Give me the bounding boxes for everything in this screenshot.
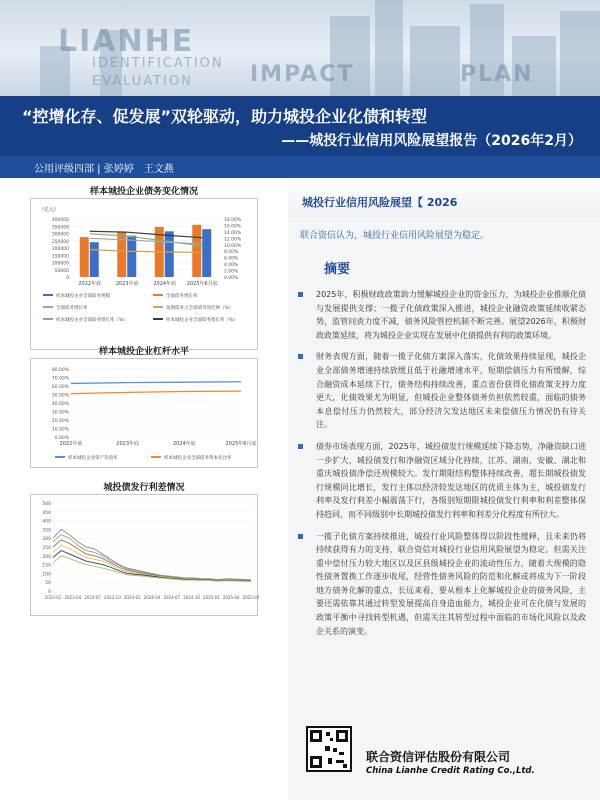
y2-tick-label: 16.00% <box>224 224 242 230</box>
bar <box>127 236 136 277</box>
series-line <box>53 545 251 581</box>
legend-label: 全部债务增长率 <box>56 306 88 311</box>
y2-tick-label: 12.00% <box>224 237 242 243</box>
x-tick-label: 2025-07 <box>242 595 260 600</box>
y2-tick-label: 18.00% <box>224 218 242 223</box>
bar <box>117 231 126 277</box>
report-title: “控增化存、促发展”双轮驱动，助力城投企业化债和转型 <box>22 107 428 126</box>
y2-tick-label: 2.00% <box>224 269 239 275</box>
x-tick-label: 2025-01 <box>203 595 220 600</box>
outlook-title: 城投行业信用风险展望【 2026 <box>302 196 458 209</box>
legend-label: 全部债务增长率 <box>166 294 198 299</box>
y-tick-label: 50000 <box>54 268 69 274</box>
x-tick-label: 2024-10 <box>183 595 200 600</box>
x-tick-label: 2024-04 <box>143 595 161 600</box>
legend-label: 样本城投企业全部债务规模 <box>56 294 110 299</box>
chart-column <box>0 178 288 800</box>
abstract-title: 摘要 <box>324 262 351 277</box>
chart1-frame <box>30 198 258 350</box>
y-tick-label: 60.00% <box>51 385 69 390</box>
abstract-text: 财务表现方面，随着一揽子化债方案深入落实，化债效果持续显现，城投企业全部债务增速持续放缓且低于社融增速水平，短期偿债压力有所缓解，综合融资成本延续下行，债务结构持续改善，重点省份获得化债政策支持力度更大，化债效果尤为明显，但城投企业整体债务负担依然较重，面临的债务本息偿付压力仍然较大，部分经济欠发达地区未来偿债压力情况仍有待关注。 <box>316 352 586 430</box>
series-line <box>90 238 203 244</box>
y-tick-label: 30.00% <box>51 410 69 416</box>
debt-chart <box>31 199 257 349</box>
qr-code-icon[interactable] <box>306 726 352 772</box>
bullet-icon <box>298 444 303 449</box>
y2-tick-label: 0.00% <box>224 276 239 281</box>
series-line <box>53 529 251 579</box>
bullet-icon <box>298 534 303 539</box>
y-tick-label: 0.00% <box>54 436 69 441</box>
abstract-item <box>288 530 600 639</box>
x-tick-label: 2023年底 <box>116 441 140 447</box>
y-tick-label: 150000 <box>51 254 69 260</box>
legend-label: 样本城投企业全部债务增长率（%） <box>166 318 238 323</box>
y-axis-unit: （亿元） <box>39 207 60 213</box>
authors: 公用评级四部 | 张婷婷 王文燕 <box>34 164 174 175</box>
x-tick-label: 2023年底 <box>115 281 139 287</box>
y-tick-label: 350000 <box>51 225 69 231</box>
leverage-chart <box>31 359 257 467</box>
watermark-evaluation: EVALUATION <box>92 74 193 89</box>
summary-column <box>288 178 600 800</box>
legend-label: 样本城投企业资产负债率 <box>68 456 118 461</box>
x-tick-label: 2024年底 <box>172 441 196 447</box>
x-tick-label: 2023-07 <box>84 595 101 600</box>
series-line <box>90 234 203 246</box>
abstract-item <box>288 288 600 342</box>
x-tick-label: 2022年底 <box>59 441 83 447</box>
y2-tick-label: 14.00% <box>224 230 242 236</box>
watermark-identification: IDENTIFICATION <box>92 56 224 71</box>
bar <box>202 229 211 277</box>
y-tick-label: 0 <box>66 276 69 281</box>
chart2-frame <box>30 358 258 468</box>
chart3-frame <box>30 494 258 616</box>
chart2-title: 样本城投企业杠杆水平 <box>98 347 189 357</box>
outlook-summary: 联合资信认为，城投行业信用风险展望为稳定。 <box>300 231 490 241</box>
legend-label: 短期债务占全部债务的比例（%） <box>166 306 234 311</box>
y-tick-label: 200000 <box>51 247 69 252</box>
abstract-text: 2025年，积极财政政策助力缓解城投企业的资金压力，为城投企业推顺化债与发展提供支撑；一揽子化债政策深入推进，城投企业融资政策延续收紧态势，监管问责力度不减，债务风险管控机制不断完善。展望2026年，积极财政政策延续，将为城投企业实现在发展中化债提供有利的政策环境。 <box>316 290 586 340</box>
series-line <box>90 250 203 253</box>
y2-tick-label: 6.00% <box>224 256 239 262</box>
bar <box>90 242 99 277</box>
y-tick-label: 80.00% <box>51 368 69 373</box>
y-tick-label: 200 <box>42 554 51 560</box>
y-tick-label: 300000 <box>51 232 69 238</box>
y-tick-label: 500 <box>42 502 51 507</box>
watermark-impact: IMPACT <box>250 62 355 87</box>
x-tick-label: 2024-01 <box>123 595 141 600</box>
y-tick-label: 50.00% <box>51 393 69 399</box>
y-tick-label: 350 <box>42 528 51 534</box>
series-line <box>71 391 241 394</box>
company-name-en: China Lianhe Credit Rating Co.,Ltd. <box>366 766 535 776</box>
watermark-lianhe: LIANHE <box>58 24 195 59</box>
company-name: 联合资信评估股份有限公司 <box>366 750 511 764</box>
x-tick-label: 2024年底 <box>153 281 177 287</box>
x-tick-label: 2023-04 <box>64 595 82 600</box>
series-line <box>53 551 251 582</box>
abstract-item <box>288 440 600 522</box>
y-tick-label: 100 <box>42 572 51 578</box>
y-tick-label: 250 <box>42 546 51 551</box>
legend-label: 样本城投企业全部债务增长率（%） <box>56 318 128 323</box>
x-tick-label: 2023-01 <box>44 595 62 600</box>
abstract-item <box>288 350 600 432</box>
report-subtitle: ——城投行业信用风险展望报告（2026年2月） <box>281 133 582 149</box>
y-tick-label: 50 <box>45 581 51 587</box>
spread-chart <box>31 495 260 615</box>
abstract-list <box>288 288 600 646</box>
chart3-title: 城投债发行利差情况 <box>103 483 185 493</box>
chart1-title: 样本城投企业债务变化情况 <box>89 187 198 197</box>
x-tick-label: 2025年6月底 <box>225 441 257 447</box>
y-tick-label: 10.00% <box>51 427 69 433</box>
y-tick-label: 70.00% <box>51 376 69 382</box>
x-tick-label: 2025-04 <box>222 595 240 600</box>
bullet-icon <box>298 354 303 359</box>
y-tick-label: 250000 <box>51 239 69 245</box>
y-tick-label: 150 <box>42 563 51 569</box>
bullet-icon <box>298 292 303 297</box>
bar <box>192 225 201 277</box>
series-line <box>53 540 251 580</box>
bar <box>80 237 89 277</box>
y2-tick-label: 10.00% <box>224 243 242 249</box>
y-tick-label: 0 <box>48 590 51 595</box>
watermark-plan: PLAN <box>460 62 534 87</box>
x-tick-label: 2024-07 <box>163 595 181 600</box>
y-tick-label: 450 <box>42 510 51 516</box>
y-tick-label: 400000 <box>51 218 69 223</box>
y2-tick-label: 8.00% <box>224 250 239 256</box>
y-tick-label: 400 <box>42 519 51 525</box>
y2-tick-label: 4.00% <box>224 263 239 269</box>
y-tick-label: 300 <box>42 537 51 543</box>
title-banner <box>0 96 600 156</box>
y-tick-label: 20.00% <box>51 419 69 424</box>
series-line <box>71 382 241 384</box>
x-tick-label: 2025年6月底 <box>186 281 218 287</box>
abstract-text: 债券市场表现方面，2025年，城投债发行规模延续下降态势，净融资缺口进一步扩大，城投债发行和净融资区域分化持续，江苏、湖南、安徽、湖北和重庆城投债净偿还规模较大。发行期限结构整体持续改善，超长期城投债发行规模同比增长，发行主体以经济较发达地区的优质主体为主，城投债发行利率及发行利差小幅震荡下行，各级别短期限城投债发行利率和利差整体保持趋同，而不同级别中长期城投债发行利率和利差分化程度有所拉大。 <box>316 441 586 519</box>
y-tick-label: 100000 <box>51 261 69 267</box>
authors-bar <box>0 156 600 178</box>
header-background <box>0 0 600 96</box>
x-tick-label: 2022年底 <box>78 281 102 287</box>
footer <box>288 712 600 800</box>
y-tick-label: 40.00% <box>51 402 69 407</box>
abstract-text: 一揽子化债方案持续推进，城投行业风险整体得以阶段性缓释，且未来仍将持续获得有力的支持，联合资信对城投行业信用风险展望为稳定。但需关注重中偿付压力较大地区以及区县级城投企业的流动性压力，随着大规模的隐性债务置换工作逐步收尾，经营性债务风险的防范和化解或将成为下一阶段地方债务化解的重点，长远来看，要从根本上化解城投企业的债务风险，主要还需依靠其通过转型发展提高自身造血能力，城投企业可在化债与发展的政策平衡中寻找转型机遇，但需关注其转型过程中面临的市场化风险以及政企关系的演变。 <box>316 531 586 636</box>
legend-label: 样本城投企业全部债务资本化比率 <box>164 456 232 461</box>
outlook-header <box>288 178 600 218</box>
bar <box>165 231 174 277</box>
x-tick-label: 2023-10 <box>104 595 121 600</box>
